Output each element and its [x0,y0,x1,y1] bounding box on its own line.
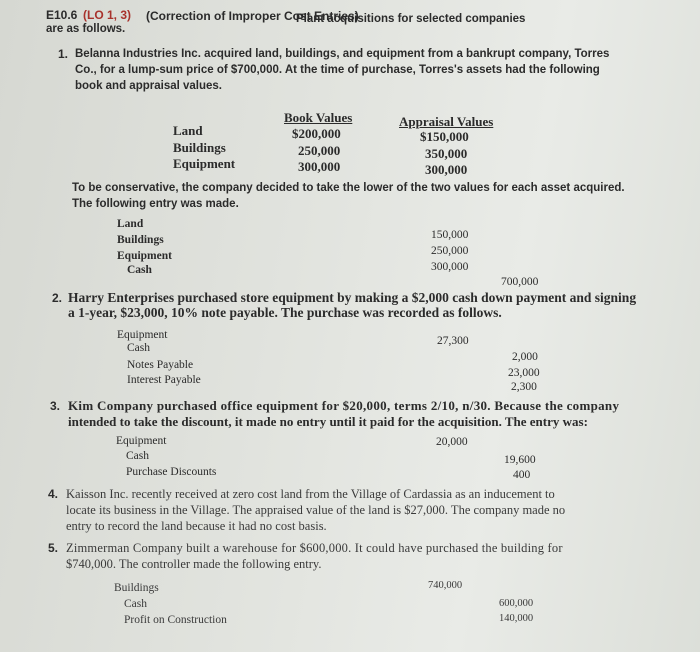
item-text: Co., for a lump-sum price of $700,000. At the time of purchase, Torres's assets had the following [75,64,600,76]
entry-account: Equipment [117,250,172,262]
appraisal-value: 350,000 [425,146,468,161]
item-text: Kim Company purchased office equipment for $20,000, terms 2/10, n/30. Because the company [68,398,620,413]
entry-credit: 2,000 [512,351,538,363]
entry-account: Notes Payable [127,359,194,371]
intro-text: Plant acquisitions for selected companies [296,13,526,25]
item-number: 4. [48,487,59,501]
table-row-label: Buildings [173,140,226,155]
book-value: 250,000 [298,143,341,158]
entry-account: Cash [127,342,150,354]
entry-debit: 27,300 [437,335,469,347]
entry-debit: 150,000 [431,229,469,241]
item-text: Belanna Industries Inc. acquired land, buildings, and equipment from a bankrupt company, Torres [75,48,610,60]
item-text: book and appraisal values. [75,80,222,92]
item-text: Zimmerman Company built a warehouse for $600,000. It could have purchased the building for [66,541,563,555]
entry-account: Land [117,218,144,230]
item-text: To be conservative, the company decided to take the lower of the two values for each asset acquired. [72,182,625,194]
entry-debit: 300,000 [431,261,469,273]
item-text: intended to take the discount, it made no entry until it paid for the acquisition. The entry was: [68,414,588,429]
intro-text: are as follows. [46,23,126,35]
entry-account: Equipment [117,329,168,341]
exercise-code: E10.6 [46,8,78,22]
entry-credit: 600,000 [499,598,534,609]
book-value: $200,000 [292,126,341,141]
item-text: locate its business in the Village. The appraised value of the land is $27,000. The company made no [66,503,566,517]
item-text: a 1-year, $23,000, 10% note payable. The purchase was recorded as follows. [68,305,502,320]
item-number: 3. [50,399,61,413]
exercise-title: (Correction of Improper Cost Entries) [146,9,359,23]
item-text: Kaisson Inc. recently received at zero cost land from the Village of Cardassia as an inducement to [66,487,555,501]
table-row-label: Equipment [173,156,236,171]
entry-account: Interest Payable [127,374,201,386]
entry-credit: 400 [513,469,531,481]
entry-debit: 20,000 [436,436,468,448]
entry-account: Purchase Discounts [126,466,217,478]
entry-account: Cash [127,264,152,276]
entry-credit: 140,000 [499,613,534,624]
entry-debit: 740,000 [428,580,463,591]
entry-debit: 250,000 [431,245,469,257]
item-number: 5. [48,541,59,555]
item-number: 2. [52,291,63,305]
table-header-appraisal: Appraisal Values [399,114,494,129]
entry-credit: 2,300 [511,381,537,393]
item-text: $740,000. The controller made the following entry. [66,557,322,571]
item-number: 1. [58,47,69,61]
table-header-book: Book Values [284,110,353,125]
entry-credit: 23,000 [508,367,540,379]
learning-objectives: (LO 1, 3) [83,8,132,22]
entry-account: Buildings [114,582,159,594]
item-text: Harry Enterprises purchased store equipment by making a $2,000 cash down payment and signing [68,290,637,305]
table-row-label: Land [173,123,203,138]
appraisal-value: 300,000 [425,162,468,177]
appraisal-value: $150,000 [420,129,469,144]
item-text: The following entry was made. [72,198,239,210]
entry-credit: 700,000 [501,276,539,288]
entry-account: Cash [124,598,147,610]
item-text: entry to record the land because it had no cost basis. [66,519,327,533]
entry-account: Cash [126,450,149,462]
book-value: 300,000 [298,159,341,174]
entry-credit: 19,600 [504,454,536,466]
entry-account: Equipment [116,435,167,447]
entry-account: Buildings [117,234,164,246]
entry-account: Profit on Construction [124,614,227,626]
